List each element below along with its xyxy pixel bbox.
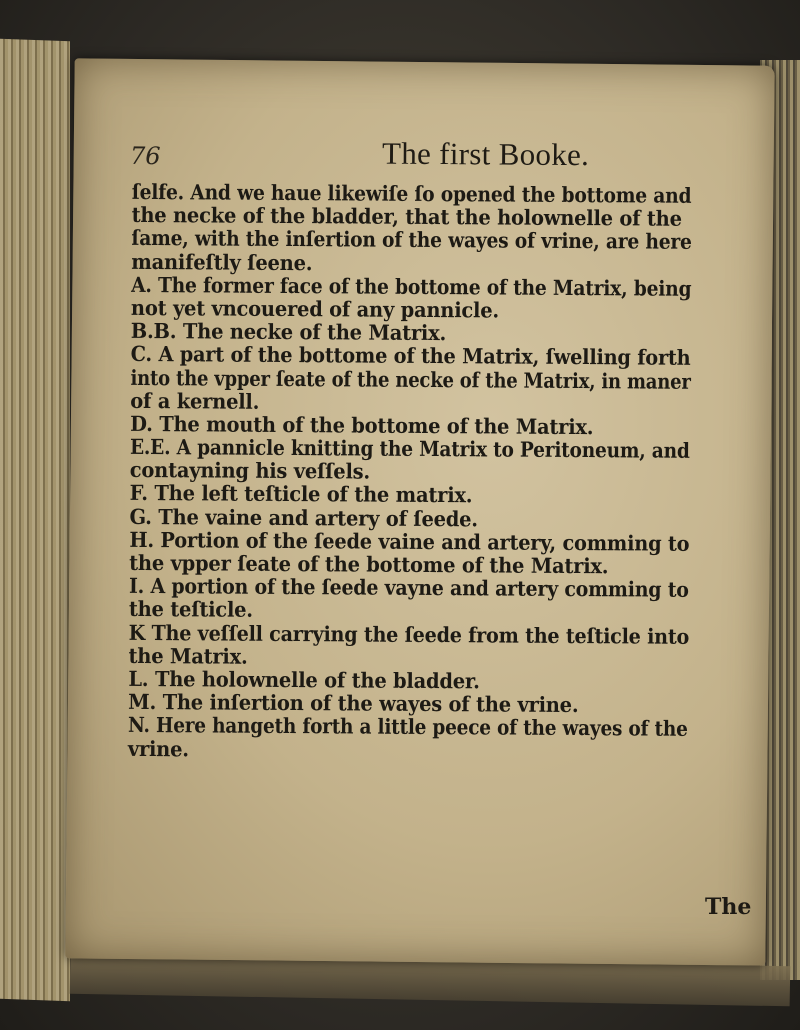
- text-line: H. Portion of the ſeede vaine and artery, comming to: [129, 526, 690, 556]
- text-line: manifeſtly ſeene.: [131, 248, 313, 275]
- text-line: the teſticle.: [128, 596, 253, 623]
- text-line: vrine.: [127, 735, 189, 761]
- page-text-block: [128, 136, 732, 764]
- text-line: not yet vncouered of any pannicle.: [130, 294, 500, 323]
- text-line: of a kernell.: [130, 387, 260, 414]
- text-line: the Matrix.: [128, 642, 248, 669]
- text-line: B.B. The necke of the Matrix.: [130, 318, 447, 346]
- body-text: [128, 180, 732, 764]
- running-title: The first Booke.: [381, 135, 590, 173]
- text-line: ſame, with the inſertion of the wayes of vrine, are here: [131, 225, 692, 255]
- catchword: The: [705, 894, 752, 920]
- text-line: E.E. A pannicle knitting the Matrix to Peritoneum, and: [129, 433, 690, 463]
- text-line: I. A portion of the ſeede vayne and artery comming to: [128, 573, 689, 602]
- text-line: M. The inſertion of the wayes of the vrine.: [128, 689, 579, 718]
- text-line: into the vpper ſeate of the necke of the Matrix, in maner: [130, 364, 691, 394]
- text-line: ſelfe. And we haue likewiſe ſo opened the bottome and: [131, 178, 692, 208]
- text-line: contayning his veſſels.: [129, 457, 371, 484]
- text-line: the necke of the bladder, that the holownelle of the: [131, 202, 682, 231]
- running-head: [129, 135, 732, 184]
- text-line: L. The holownelle of the bladder.: [128, 665, 480, 694]
- text-line: G. The vaine and artery of ſeede.: [129, 503, 479, 531]
- text-line: N. Here hangeth forth a little peece of the wayes of the: [127, 712, 688, 742]
- text-line: F. The left teſticle of the matrix.: [129, 480, 473, 508]
- text-line: C. A part of the bottome of the Matrix, ſwelling forth: [130, 341, 691, 371]
- page-number: 76: [129, 141, 161, 171]
- text-line: the vpper ſeate of the bottome of the Matrix.: [129, 549, 609, 579]
- book-page-edges-left: [0, 39, 70, 1001]
- text-line: A. The former face of the bottome of the Matrix, being: [131, 271, 692, 301]
- text-line: K The veſſell carrying the ſeede from the teſticle into: [128, 619, 690, 649]
- text-line: D. The mouth of the bottome of the Matrix.: [130, 410, 594, 440]
